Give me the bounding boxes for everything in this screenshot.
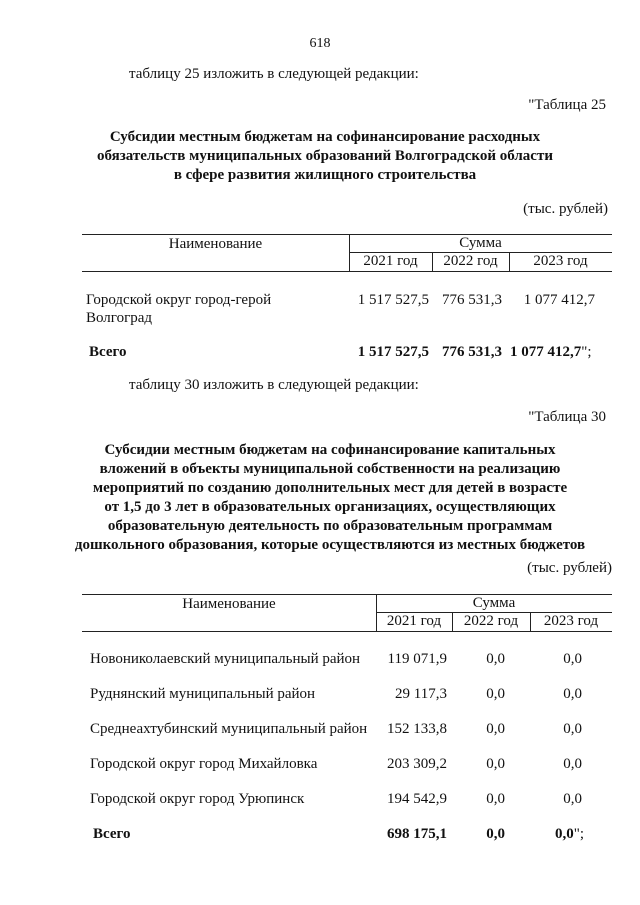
table30-row-name: Городской округ город Михайловка [90,756,318,772]
table30-row-value: 0,0 [563,651,582,667]
table25-total-value: 1 517 527,5 [357,344,429,360]
table30-row-value: 0,0 [563,756,582,772]
table25-header-year: 2022 год [443,253,498,269]
table30-row-value: 29 117,3 [395,686,447,702]
section1-title-line: в сфере развития жилищного строительства [173,167,477,183]
table30-row-name: Городской округ город Урюпинск [90,791,305,807]
section2-title-line: от 1,5 до 3 лет в образовательных организациях, осуществляющих [104,499,556,515]
table25-header-bottom-rule [82,271,612,272]
table30-row-value: 0,0 [563,791,582,807]
section2-title-line: мероприятий по созданию дополнительных мест для детей в возрасте [92,480,568,496]
section2-title [60,441,600,555]
table25-row-value: 776 531,3 [442,292,502,308]
table25-header-year: 2021 год [363,253,418,269]
section1-intro: таблицу 25 изложить в следующей редакции: [129,66,419,82]
section2-title-line: дошкольного образования, которые осуществляются из местных бюджетов [74,537,586,553]
table30-header-year: 2021 год [386,613,442,629]
table30-total-cell [555,826,584,843]
table25-total-label: Всего [89,344,127,360]
table30-row-value: 194 542,9 [387,791,447,807]
section2-unit: (тыс. рублей) [527,560,612,576]
table30-row-name: Новониколаевский муниципальный район [90,651,361,667]
section2-title-line: Субсидии местным бюджетам на софинансирование капитальных [104,442,556,458]
table25-total-value: 776 531,3 [442,344,502,360]
table25-header-name: Наименование [168,236,263,252]
table30-row-name: Руднянский муниципальный район [90,686,316,702]
table25-header-year: 2023 год [533,253,588,269]
table30-total-label: Всего [93,826,131,842]
table30-row-value: 152 133,8 [387,721,447,737]
section2-title-line: образовательную деятельность по образовательным программам [107,518,553,534]
table25-header-sum: Сумма [459,235,502,251]
table30-row-value: 0,0 [486,756,505,772]
section1-title [80,128,570,185]
table30-row-value: 0,0 [486,721,505,737]
table30-total-value: 698 175,1 [387,826,447,842]
table25-total-suffix: "; [581,344,592,360]
table30-row-value: 119 071,9 [387,651,447,667]
table30-row-value: 0,0 [486,686,505,702]
table30-total-value: 0,0 [555,826,574,842]
table25-row-name: Волгоград [86,310,153,326]
table25-row-value: 1 077 412,7 [523,292,595,308]
page-number: 618 [309,36,331,51]
table25-row-value: 1 517 527,5 [357,292,429,308]
section2-table-label: "Таблица 30 [528,409,606,425]
table25-total-value: 1 077 412,7 [510,344,582,360]
table30-row-name: Среднеахтубинский муниципальный район [90,721,368,737]
table30-row-value: 0,0 [486,651,505,667]
table30-header-bottom-rule [82,631,612,632]
table25-row-name: Городской округ город-герой [86,292,272,308]
table30-row-value: 0,0 [563,721,582,737]
section2-intro: таблицу 30 изложить в следующей редакции: [129,377,419,393]
table30-row-value: 0,0 [486,791,505,807]
section1-unit: (тыс. рублей) [523,201,608,217]
table30-header-name: Наименование [182,596,276,612]
table30-row-value: 203 309,2 [387,756,447,772]
table30-header-sum: Сумма [472,595,516,611]
table25-total-cell [510,344,592,361]
table30-row-value: 0,0 [563,686,582,702]
table30-header-year: 2022 год [463,613,519,629]
section1-table-label: "Таблица 25 [528,97,606,113]
table30-header-year: 2023 год [543,613,599,629]
table30-total-value: 0,0 [486,826,505,842]
section1-title-line: обязательств муниципальных образований Волгоградской области [97,148,553,164]
section1-title-line: Субсидии местным бюджетам на софинансирование расходных [109,129,541,145]
table30-total-suffix: "; [573,826,585,842]
section2-title-line: вложений в объекты муниципальной собственности на реализацию [99,461,561,477]
